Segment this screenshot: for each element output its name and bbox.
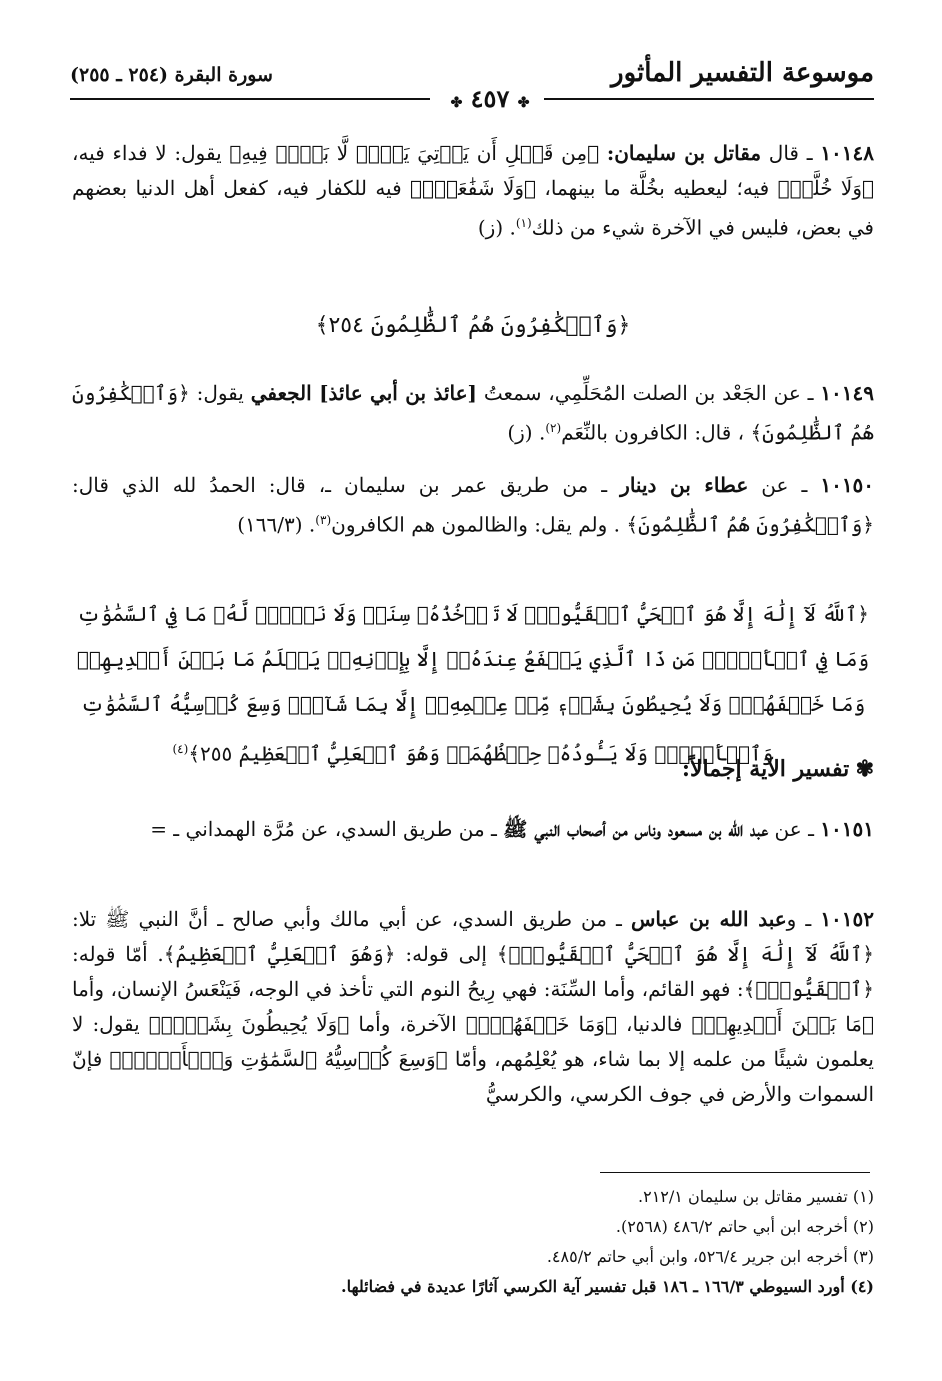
footnote-ref[interactable]: (٤) — [172, 742, 189, 756]
narration-end: . (١٦٦/٣) — [237, 512, 316, 537]
narration-text: ـ عن الجَعْد بن الصلت المُحَلِّمِي، سمعتُ — [483, 381, 814, 405]
narration-number: ١٠١٥١ — [820, 817, 874, 841]
narration-text: ـ عن — [761, 473, 808, 497]
footnote-3: (٣) أخرجه ابن جرير ٥٢٦/٤، وابن أبي حاتم ٤٨٥/٢. — [546, 1247, 874, 1266]
section-title: تفسير الآية إجمالاً: — [681, 756, 850, 782]
footnote-4: (٤) أورد السيوطي ١٦٦/٣ ـ ١٨٦ قبل تفسير آية الكرسي آثارًا عديدة في فضائلها. — [341, 1277, 874, 1296]
narration-text: يقول: — [196, 381, 244, 405]
quran-quote: ﴿وَٱلۡكَٰفِرُونَ هُمُ ٱلظَّٰلِمُونَ﴾ — [72, 381, 874, 445]
header-rule-right — [544, 98, 874, 100]
quran-quote: ﴿مَا بَيۡنَ أَيۡدِيهِمۡ﴾ — [691, 1012, 875, 1036]
footnote-rule — [600, 1172, 870, 1173]
narration-text: : فهو القائم، وأما السِّنَة: فهي رِيحُ النوم التي تأخذ في الوجه، فَيَنْعَسُ الإنسان، وأما — [72, 977, 744, 1001]
section-heading — [72, 752, 874, 787]
page-header — [70, 48, 874, 118]
narration-text: ـ عن — [774, 817, 814, 841]
narrator-name: عبد الله بن عباس — [630, 907, 787, 931]
narrator-name: مقاتل بن سليمان: — [606, 141, 762, 165]
footnote-2: (٢) أخرجه ابن أبي حاتم ٤٨٦/٢ (٢٥٦٨). — [615, 1217, 874, 1236]
narration-text: فيه؛ ليعطيه بخُلَّة ما بينهما، — [544, 176, 770, 200]
narrator-name: عطاء بن دينار — [620, 473, 749, 497]
verse-254: ﴿وَٱلۡكَٰفِرُونَ هُمُ ٱلظَّٰلِمُونَ ٢٥٤﴾ — [315, 313, 631, 338]
flower-icon: ✾ — [855, 756, 874, 782]
quran-quote: ﴿ٱلۡقَيُّومُۚ﴾ — [743, 977, 874, 1001]
quran-quote: ﴿مِن قَبۡلِ أَن يَأۡتِيَ يَوۡمٞ لَّا بَيۡعٞ فِيهِ﴾ — [229, 141, 600, 165]
quran-verse: ﴿ٱللَّهُ لَآ إِلَٰهَ إِلَّا هُوَ ٱلۡحَيُّ ٱلۡقَيُّومُۚ لَا تَأۡخُذُهُۥ سِنَةٞ وَلَا نَوۡمٞۚ لَّهُۥ مَا فِي ٱلسَّمَٰوَٰتِ وَمَا فِي ٱلۡأَرۡضِۗ مَن ذَا ٱلَّذِي يَشۡفَعُ عِندَهُۥٓ إِلَّا بِإِذۡنِهِۦۚ يَعۡلَمُ مَا بَيۡنَ أَيۡدِيهِمۡ وَمَا خَلۡفَهُمۡۖ وَلَا يُحِيطُونَ بِشَيۡءٖ مِّنۡ عِلۡمِهِۦٓ إِلَّا بِمَا شَآءَۚ وَسِعَ كُرۡسِيُّهُ ٱلسَّمَٰوَٰتِ وَٱلۡأَرۡضَۖ وَلَا يَـُٔودُهُۥ حِفۡظُهُمَاۚ وَهُوَ ٱلۡعَلِيُّ ٱلۡعَظِيمُ ٢٥٥﴾ — [76, 602, 870, 766]
narration-text: ـ من طريق السدي، عن مُرَّة الهمداني ـ = — [150, 817, 497, 841]
page-number-value: ٤٥٧ — [470, 84, 510, 113]
narration-text: يقول: لا يعلمون شيئًا من علمه إلا بما شاء، هو يُعْلِمُهم، وأمّا — [72, 1012, 874, 1071]
header-rule-left — [70, 98, 430, 100]
narration-number: ١٠١٥٢ — [820, 907, 875, 931]
book-title: موسوعة التفسير المأثور — [611, 58, 874, 88]
narration-text: ـ و — [786, 907, 812, 931]
ornament-icon: ✤ — [450, 95, 463, 111]
narration-text: فالدنيا، — [626, 1012, 683, 1036]
narration-number: ١٠١٤٩ — [820, 381, 875, 405]
narration-10150 — [72, 468, 874, 543]
narration-10149 — [72, 376, 874, 451]
narration-10152 — [72, 902, 874, 1112]
quran-quote: ﴿وَسِعَ كُرۡسِيُّهُ ٱلسَّمَٰوَٰتِ وَٱلۡأَرۡضَۖ﴾ — [109, 1047, 448, 1071]
narrator-name: عبد الله بن مسعود وناس من أصحاب النبي ﷺ — [503, 817, 769, 841]
narration-text: يقول: لا فداء فيه، — [72, 141, 222, 165]
quran-quote: ﴿وَلَا يُحِيطُونَ بِشَيۡءٖ﴾ — [148, 1012, 350, 1036]
quran-quote: ﴿وَلَا خُلَّةٞ﴾ — [777, 176, 875, 200]
narration-end: . (ز) — [477, 215, 516, 240]
narration-text: فإنّ السموات والأرض في جوف الكرسي، والكرسيُّ — [72, 1047, 874, 1106]
quran-quote: ﴿وَٱلۡكَٰفِرُونَ هُمُ ٱلظَّٰلِمُونَ﴾ — [626, 512, 874, 537]
narration-10151 — [72, 812, 874, 847]
narration-text: ـ من طريق السدي، عن أبي مالك وأبي صالح ـ أنَّ النبي ﷺ تلا: — [72, 907, 622, 931]
quran-quote: ﴿ٱللَّهُ لَآ إِلَٰهَ إِلَّا هُوَ ٱلۡحَيُّ ٱلۡقَيُّومُۚ﴾ — [496, 942, 875, 966]
surah-label: سورة البقرة (٢٥٤ ـ ٢٥٥) — [70, 64, 273, 86]
narration-text: إلى قوله: — [405, 942, 487, 966]
narration-number: ١٠١٥٠ — [820, 473, 875, 497]
footnote-ref[interactable]: (١) — [515, 216, 532, 230]
narration-text: فيه للكفار فيه، كفعل أهل الدنيا بعضهم في بعض، فليس في الآخرة شيء من ذلك — [72, 176, 874, 240]
footnote-ref[interactable]: (٣) — [315, 513, 332, 527]
quran-quote: ﴿وَمَا خَلۡفَهُمۡۖ﴾ — [465, 1012, 617, 1036]
narration-text: ، قال: الكافرون بالنِّعَم — [561, 420, 745, 445]
narration-text: . أمّا قوله: — [72, 942, 164, 966]
narration-end: . (ز) — [507, 420, 546, 445]
narration-text: . ولم يقل: والظالمون هم الكافرون — [331, 512, 620, 537]
footnote-1: (١) تفسير مقاتل بن سليمان ٢١٢/١. — [638, 1187, 874, 1206]
verse-255 — [72, 592, 874, 777]
narration-text: ـ قال — [768, 141, 813, 165]
quran-quote: ﴿وَلَا شَفَٰعَةٞۗ﴾ — [410, 176, 537, 200]
narration-text: ـ من طريق عمر بن سليمان ـ، قال: الحمدُ لله الذي قال: — [72, 473, 608, 497]
narration-10148 — [72, 136, 874, 246]
narration-number: ١٠١٤٨ — [820, 141, 875, 165]
ornament-icon: ✤ — [517, 95, 530, 111]
quran-quote: ﴿وَهُوَ ٱلۡعَلِيُّ ٱلۡعَظِيمُ﴾ — [163, 942, 396, 966]
narration-text: الآخرة، وأما — [358, 1012, 457, 1036]
narrator-name: [عائذ بن أبي عائذ] الجعفي — [250, 381, 478, 405]
footnote-ref[interactable]: (٢) — [545, 421, 562, 435]
page-number — [440, 84, 540, 113]
